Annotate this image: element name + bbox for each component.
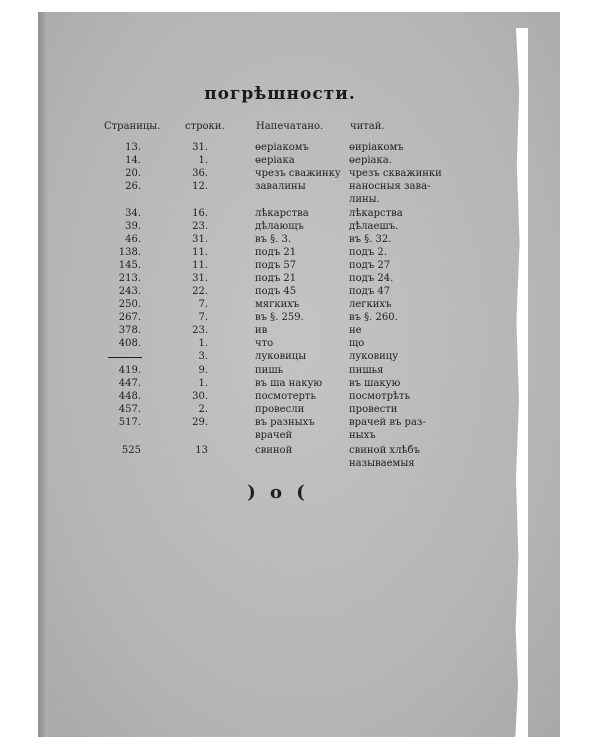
table-row — [0, 390, 600, 403]
table-row — [0, 207, 600, 220]
cell-line: 30. — [192, 391, 208, 402]
cell-printed: пишь — [255, 365, 284, 376]
cell-read: подъ 24. — [349, 273, 394, 284]
table-row — [0, 364, 600, 377]
table-row — [0, 233, 600, 246]
cell-read: өеріака. — [349, 155, 392, 166]
table-row — [0, 298, 600, 311]
cell-read: не — [349, 325, 362, 336]
cell-page: 20. — [125, 168, 141, 179]
cell-read: врачей въ раз- — [349, 417, 426, 428]
cell-page: 243. — [118, 286, 141, 297]
cell-read: въ §. 32. — [349, 234, 392, 245]
cell-page: 213. — [118, 273, 141, 284]
table-row — [0, 403, 600, 416]
cell-line: 1. — [198, 378, 208, 389]
table-row — [0, 154, 600, 167]
cell-printed: подъ 57 — [255, 260, 297, 271]
cell-printed: что — [255, 338, 274, 349]
cell-printed: подъ 21 — [255, 247, 297, 258]
cell-printed: провесли — [255, 404, 305, 415]
cell-printed: посмотерть — [255, 391, 316, 402]
page-title: погрѣшности. — [204, 84, 356, 104]
cell-page: 267. — [118, 312, 141, 323]
table-row — [0, 311, 600, 324]
separator-dash — [108, 357, 142, 358]
cell-read: провести — [349, 404, 398, 415]
cell-page: 378. — [118, 325, 141, 336]
cell-printed: свиной — [255, 445, 293, 456]
cell-read: посмотрѣть — [349, 391, 411, 402]
cell-page: 14. — [125, 155, 141, 166]
cell-page: 250. — [118, 299, 141, 310]
cell-page: 408. — [118, 338, 141, 349]
cell-printed: дѣлающъ — [255, 221, 304, 232]
cell-printed: въ §. 259. — [255, 312, 304, 323]
cell-read: подъ 27 — [349, 260, 391, 271]
page-ornament: ) o ( — [247, 482, 309, 503]
cell-line: 23. — [192, 325, 208, 336]
table-row — [0, 416, 600, 429]
cell-page: 457. — [118, 404, 141, 415]
cell-printed: луковицы — [255, 351, 307, 362]
cell-line: 3. — [198, 351, 208, 362]
cell-read: ныхъ — [349, 430, 376, 441]
cell-page: 34. — [125, 208, 141, 219]
table-row — [0, 337, 600, 350]
table-row — [0, 193, 600, 206]
cell-read: лѣкарства — [349, 208, 403, 219]
cell-line: 2. — [198, 404, 208, 415]
cell-page: 517. — [118, 417, 141, 428]
table-row — [0, 259, 600, 272]
cell-line: 16. — [192, 208, 208, 219]
cell-line: 31. — [192, 234, 208, 245]
cell-line: 7. — [198, 312, 208, 323]
cell-read: өиріакомъ — [349, 142, 404, 153]
table-row — [0, 141, 600, 154]
column-header-lines: строки. — [185, 121, 225, 132]
cell-line: 1. — [198, 338, 208, 349]
cell-line: 13 — [195, 445, 208, 456]
cell-line: 12. — [192, 181, 208, 192]
cell-page: 39. — [125, 221, 141, 232]
cell-printed: подъ 21 — [255, 273, 297, 284]
cell-line: 29. — [192, 417, 208, 428]
cell-page: 145. — [118, 260, 141, 271]
cell-page: 448. — [118, 391, 141, 402]
cell-printed: въ §. 3. — [255, 234, 292, 245]
cell-read: дѣлаешъ. — [349, 221, 399, 232]
cell-printed: завалины — [255, 181, 306, 192]
cell-read: подъ 47 — [349, 286, 391, 297]
cell-read: свиной хлѣбъ — [349, 445, 420, 456]
table-row — [0, 220, 600, 233]
cell-line: 23. — [192, 221, 208, 232]
cell-read: що — [349, 338, 365, 349]
cell-printed: өеріакомъ — [255, 142, 309, 153]
cell-line: 11. — [192, 247, 208, 258]
cell-printed: мягкихъ — [255, 299, 300, 310]
cell-page: 46. — [125, 234, 141, 245]
cell-page: 13. — [125, 142, 141, 153]
column-header-pages: Страницы. — [104, 121, 161, 132]
table-row — [0, 444, 600, 457]
cell-page: 447. — [118, 378, 141, 389]
cell-read: называемыя — [349, 458, 415, 469]
table-row — [0, 180, 600, 193]
table-row — [0, 457, 600, 470]
cell-printed: лѣкарства — [255, 208, 309, 219]
cell-line: 36. — [192, 168, 208, 179]
cell-line: 11. — [192, 260, 208, 271]
cell-printed: ив — [255, 325, 268, 336]
cell-page: 419. — [118, 365, 141, 376]
cell-printed: врачей — [255, 430, 293, 441]
cell-line: 1. — [198, 155, 208, 166]
cell-line: 7. — [198, 299, 208, 310]
cell-printed: чрезъ сважинку — [255, 168, 341, 179]
table-row — [0, 350, 600, 363]
cell-printed: подъ 45 — [255, 286, 297, 297]
cell-printed: въ разныхъ — [255, 417, 315, 428]
column-header-printed: Напечатано. — [256, 121, 324, 132]
cell-page: 26. — [125, 181, 141, 192]
table-row — [0, 324, 600, 337]
table-row — [0, 429, 600, 442]
table-row — [0, 285, 600, 298]
column-header-read: читай. — [350, 121, 385, 132]
table-row — [0, 272, 600, 285]
cell-page: 525 — [121, 445, 141, 456]
cell-printed: өеріака — [255, 155, 295, 166]
table-row — [0, 377, 600, 390]
cell-read: наносныя зава- — [349, 181, 431, 192]
cell-line: 22. — [192, 286, 208, 297]
cell-line: 31. — [192, 273, 208, 284]
cell-read: въ §. 260. — [349, 312, 398, 323]
cell-read: въ шакую — [349, 378, 401, 389]
cell-read: лины. — [349, 194, 380, 205]
cell-line: 31. — [192, 142, 208, 153]
cell-printed: въ ша накую — [255, 378, 323, 389]
cell-read: подъ 2. — [349, 247, 387, 258]
cell-line: 9. — [198, 365, 208, 376]
cell-read: чрезъ скважинки — [349, 168, 442, 179]
table-row — [0, 246, 600, 259]
cell-read: луковицу — [349, 351, 399, 362]
cell-read: пишья — [349, 365, 384, 376]
cell-read: легкихъ — [349, 299, 392, 310]
cell-page: 138. — [118, 247, 141, 258]
table-row — [0, 167, 600, 180]
